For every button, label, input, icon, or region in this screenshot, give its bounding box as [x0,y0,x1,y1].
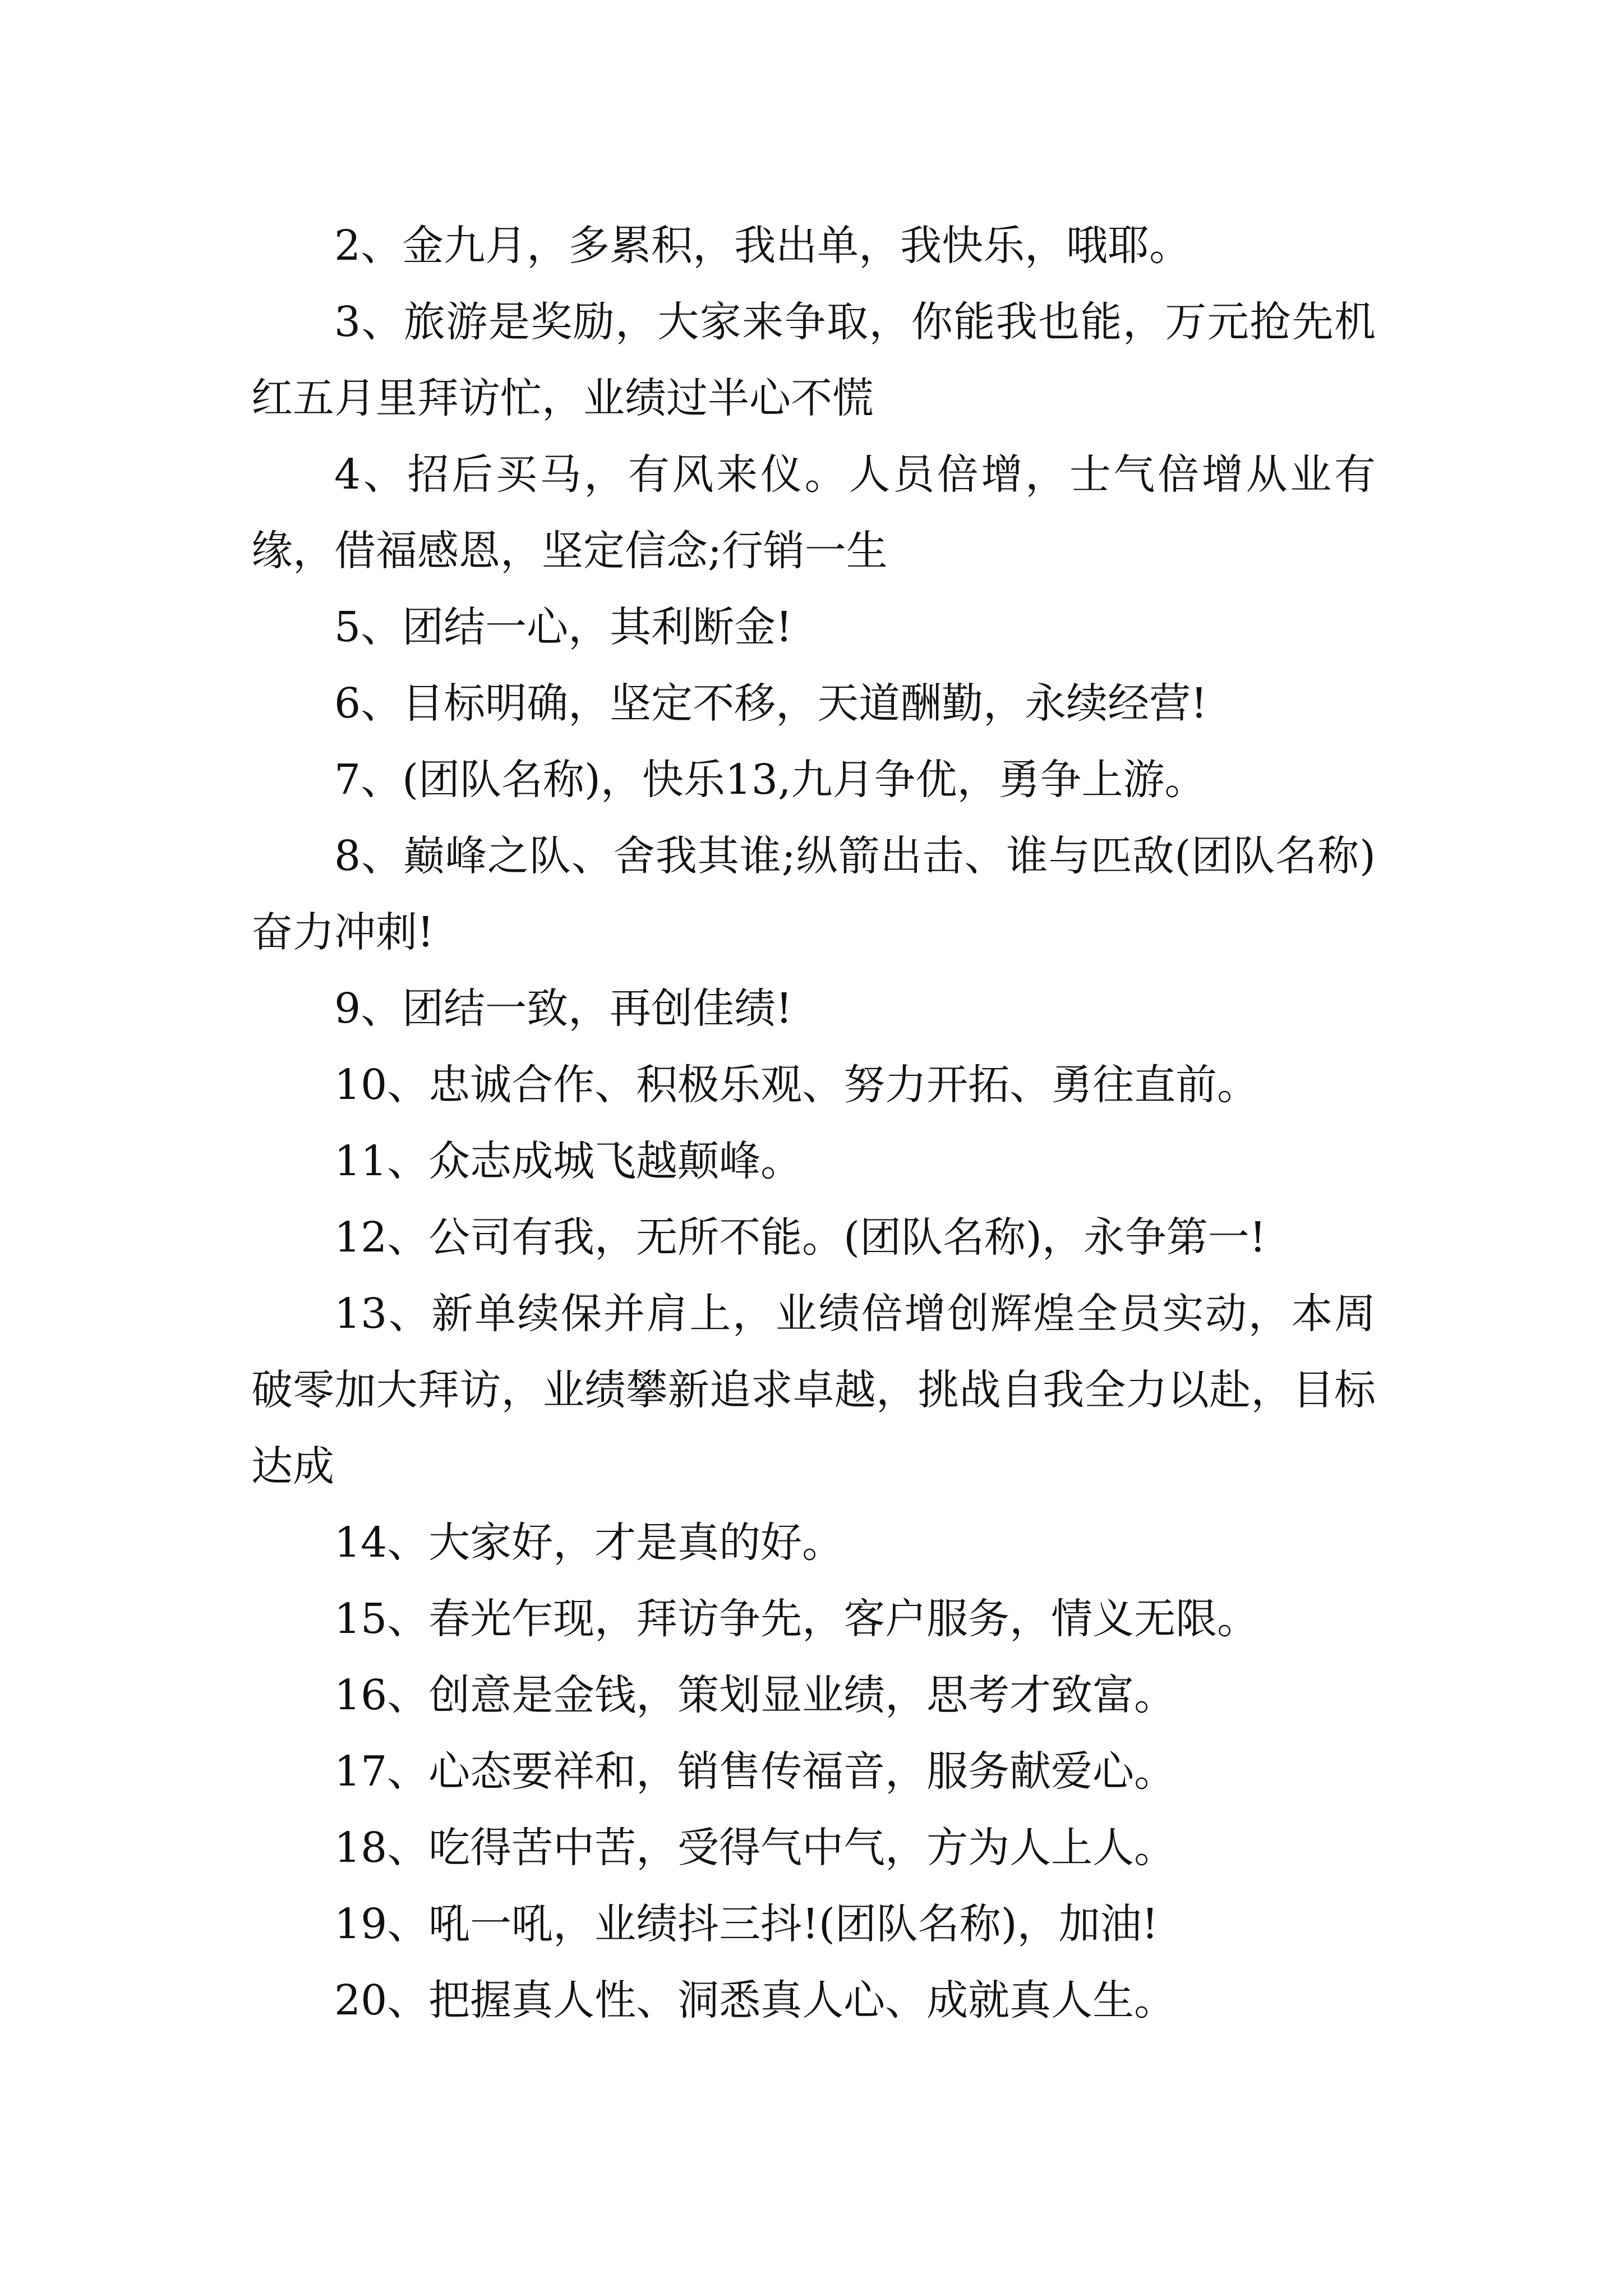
paragraph-3: 3、旅游是奖励，大家来争取，你能我也能，万元抢先机红五月里拜访忙，业绩过半心不慌 [251,298,1376,422]
paragraph-2: 2、金九月，多累积，我出单，我快乐，哦耶。 [334,222,1191,270]
paragraph-20: 20、把握真人性、洞悉真人心、成就真人生。 [334,1976,1176,2024]
paragraph-7: 7、(团队名称)，快乐13,九月争优，勇争上游。 [334,756,1206,804]
paragraph-5: 5、团结一心，其利断金! [334,603,792,651]
paragraph-11: 11、众志成城飞越颠峰。 [334,1137,803,1185]
paragraph-18: 18、吃得苦中苦，受得气中气，方为人上人。 [334,1824,1176,1872]
paragraph-9: 9、团结一致，再创佳绩! [334,984,792,1033]
paragraph-10: 10、忠诚合作、积极乐观、努力开拓、勇往直前。 [334,1061,1259,1109]
paragraph-19: 19、吼一吼，业绩抖三抖!(团队名称)，加油! [334,1900,1159,1948]
paragraph-17: 17、心态要祥和，销售传福音，服务献爱心。 [334,1747,1176,1796]
paragraph-13: 13、新单续保并肩上，业绩倍增创辉煌全员实动，本周破零加大拜访，业绩攀新追求卓越，挑战自我全力以赴，目标达成 [251,1290,1376,1490]
paragraph-16: 16、创意是金钱，策划显业绩，思考才致富。 [334,1671,1176,1719]
paragraph-8: 8、巅峰之队、舍我其谁;纵箭出击、谁与匹敌(团队名称)奋力冲刺! [251,832,1376,956]
paragraph-6: 6、目标明确，坚定不移，天道酬勤，永续经营! [334,679,1207,728]
paragraph-4: 4、招后买马，有风来仪。人员倍增，士气倍增从业有缘，借福感恩，坚定信念;行销一生 [251,450,1376,575]
document-body [251,208,1376,2039]
paragraph-15: 15、春光乍现，拜访争先，客户服务，情义无限。 [334,1595,1259,1643]
paragraph-14: 14、大家好，才是真的好。 [334,1519,844,1567]
paragraph-12: 12、公司有我，无所不能。(团队名称)，永争第一! [334,1213,1266,1262]
